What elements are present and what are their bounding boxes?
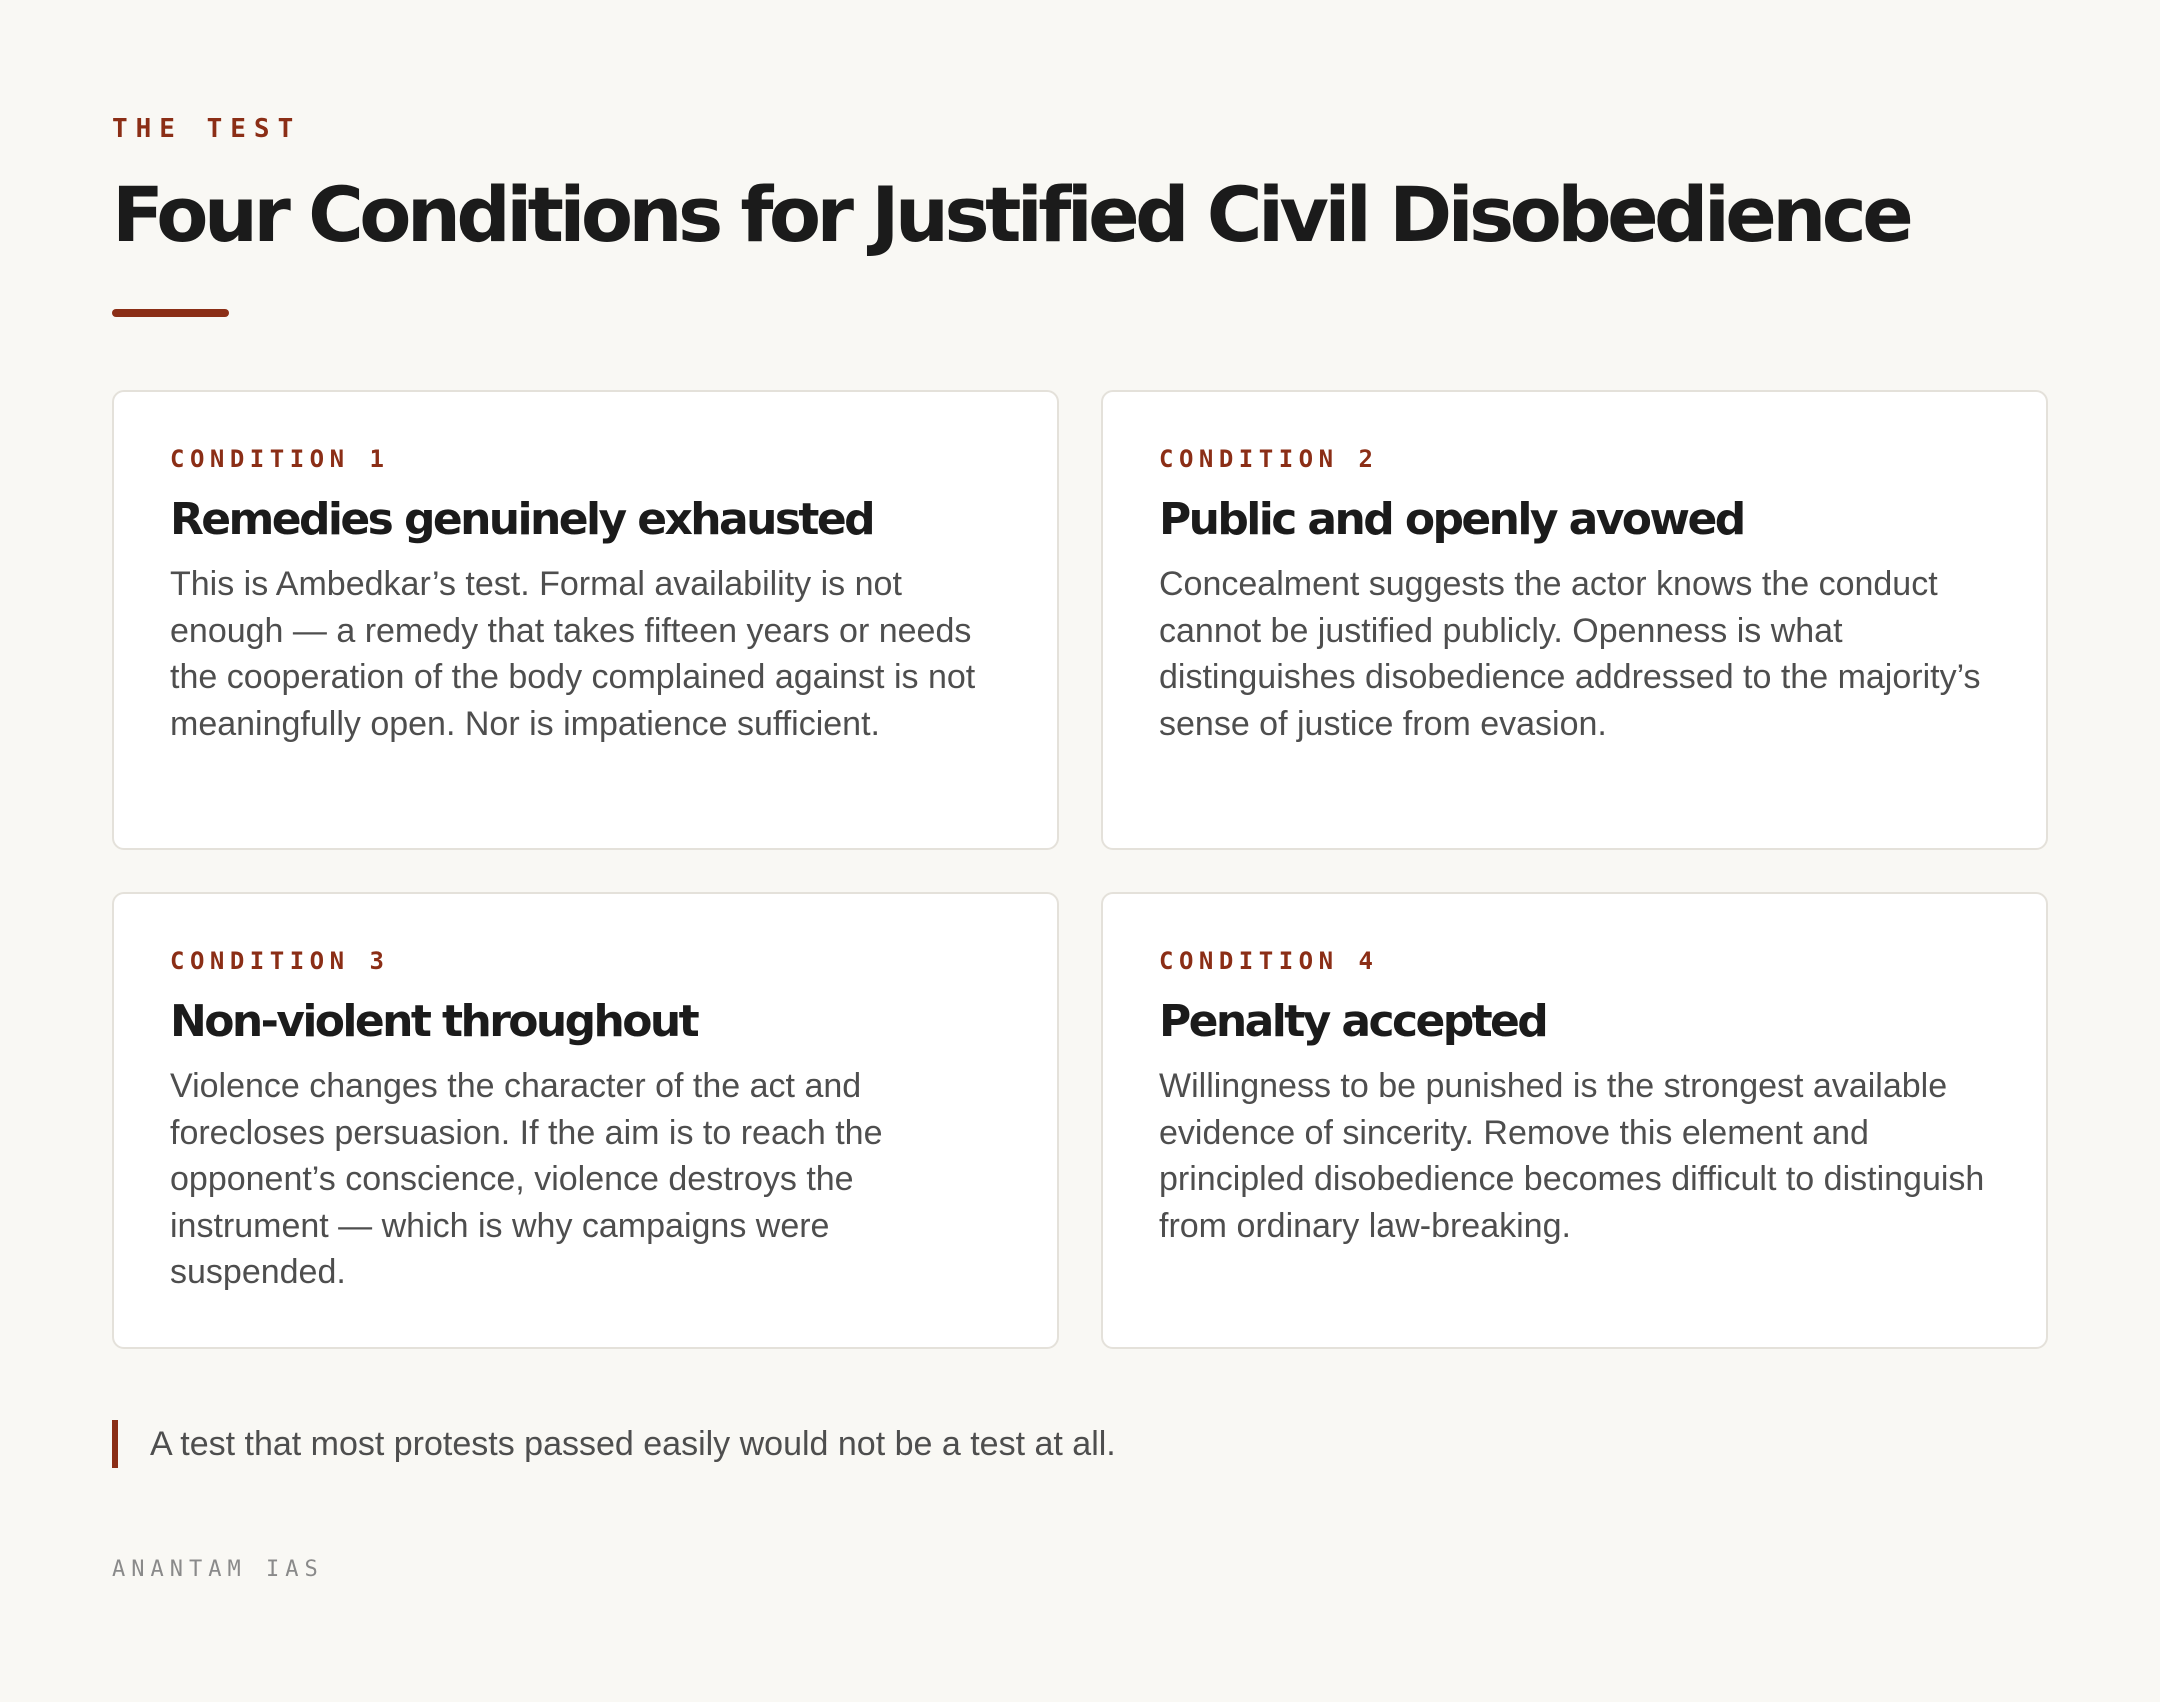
condition-description: Willingness to be punished is the strongest available evidence of sincerity. Remove this element and principled disobedience becomes difficult to distinguish from ordinary law-breaking. [1159,1067,1985,1245]
condition-title: Public and openly avowed [1159,494,1744,545]
condition-title: Remedies genuinely exhausted [170,494,873,545]
condition-description: This is Ambedkar’s test. Formal availability is not enough — a remedy that takes fifteen years or needs the cooperation of the body complained against is not meaningfully open. Nor is impatience sufficient. [170,565,976,743]
conditions-grid [112,390,2048,1349]
page-title: Four Conditions for Justified Civil Disobedience [112,170,1910,259]
pull-quote: A test that most protests passed easily would not be a test at all. [112,1420,1116,1468]
condition-card-1 [112,390,1059,850]
footer-brand: ANANTAM IAS [112,1557,324,1582]
condition-card-2 [1101,390,2048,850]
condition-label: CONDITION 1 [170,445,390,473]
condition-card-4 [1101,892,2048,1349]
condition-label: CONDITION 4 [1159,947,1379,975]
section-eyebrow: THE TEST [112,114,302,144]
condition-description: Violence changes the character of the act and forecloses persuasion. If the aim is to reach the opponent’s conscience, violence destroys the instrument — which is why campaigns were suspended. [170,1067,883,1291]
condition-label: CONDITION 3 [170,947,390,975]
condition-title: Non-violent throughout [170,996,698,1047]
condition-card-3 [112,892,1059,1349]
condition-title: Penalty accepted [1159,996,1547,1047]
condition-description: Concealment suggests the actor knows the conduct cannot be justified publicly. Openness is what distinguishes disobedience addressed to the majority’s sense of justice from evasion. [1159,565,1981,743]
title-divider [112,309,229,317]
condition-label: CONDITION 2 [1159,445,1379,473]
